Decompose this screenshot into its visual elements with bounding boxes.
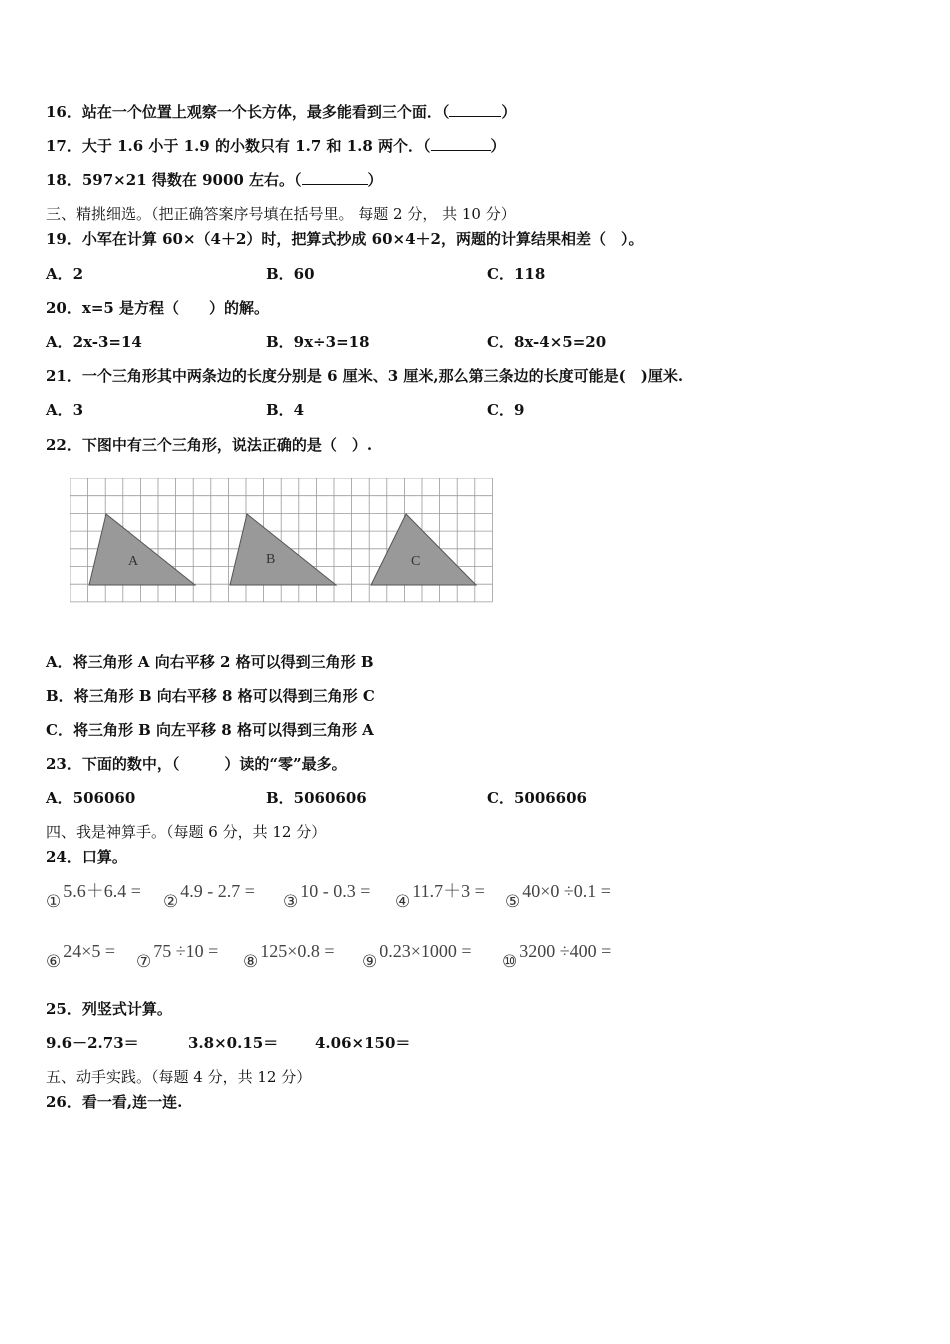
answer-blank[interactable] xyxy=(449,102,501,117)
q21-option-b[interactable]: B．4 xyxy=(266,401,305,419)
triangle-a-label: A xyxy=(128,554,139,569)
triangle-b xyxy=(230,514,336,585)
triangle-b-label: B xyxy=(266,552,276,567)
calc-item-1: ①5.6＋6.4 = xyxy=(46,881,141,911)
vertical-calc-2: 3.8×0.15＝ xyxy=(188,1034,279,1052)
question-22: 22．下图中有三个三角形，说法正确的是（ ）. xyxy=(46,436,373,454)
question-18: 18．597×21 得数在 9000 左右。（ ） xyxy=(46,171,383,189)
q22-option-c[interactable]: C．将三角形 B 向左平移 8 格可以得到三角形 A xyxy=(46,721,374,739)
vertical-calc-3: 4.06×150＝ xyxy=(315,1034,411,1052)
calc-item-9: ⑨0.23×1000 = xyxy=(362,941,472,971)
q23-option-b[interactable]: B．5060606 xyxy=(266,789,367,807)
q21-option-a[interactable]: A．3 xyxy=(46,401,84,419)
question-16: 16．站在一个位置上观察一个长方体，最多能看到三个面．（ ） xyxy=(46,103,517,121)
q23-option-a[interactable]: A．506060 xyxy=(46,789,136,807)
q19-option-a[interactable]: A．2 xyxy=(46,265,84,283)
vertical-calc-1: 9.6－2.73＝ xyxy=(46,1034,139,1052)
calc-item-6: ⑥24×5 = xyxy=(46,941,116,971)
question-17-text: 17．大于 1.6 小于 1.9 的小数只有 1.7 和 1.8 两个．（ xyxy=(46,137,431,155)
q20-option-c[interactable]: C．8x-4×5=20 xyxy=(487,333,607,351)
triangle-grid-figure xyxy=(70,478,496,606)
calc-item-3: ③10 - 0.3 = xyxy=(283,881,371,911)
triangle-a xyxy=(89,514,195,585)
question-19: 19．小军在计算 60×（4＋2）时，把算式抄成 60×4＋2，两题的计算结果相差（ ）。 xyxy=(46,230,644,248)
calc-item-7: ⑦75 ÷10 = xyxy=(136,941,219,971)
q19-option-c[interactable]: C．118 xyxy=(487,265,546,283)
q22-option-b[interactable]: B．将三角形 B 向右平移 8 格可以得到三角形 C xyxy=(46,687,375,705)
calc-item-2: ②4.9 - 2.7 = xyxy=(163,881,255,911)
question-23: 23．下面的数中，（ ）读的“零”最多。 xyxy=(46,755,347,773)
answer-blank[interactable] xyxy=(302,170,368,185)
q20-option-a[interactable]: A．2x-3=14 xyxy=(46,333,142,351)
section-3-heading: 三、精挑细选。（把正确答案序号填在括号里。 每题 2 分， 共 10 分） xyxy=(46,205,516,223)
question-26: 26．看一看,连一连. xyxy=(46,1093,183,1111)
q19-option-b[interactable]: B．60 xyxy=(266,265,315,283)
question-17: 17．大于 1.6 小于 1.9 的小数只有 1.7 和 1.8 两个．（ ） xyxy=(46,137,506,155)
calc-item-4: ④11.7＋3 = xyxy=(395,881,485,911)
section-5-heading: 五、动手实践。（每题 4 分，共 12 分） xyxy=(46,1068,312,1086)
question-21: 21．一个三角形其中两条边的长度分别是 6 厘米、3 厘米,那么第三条边的长度可能是( )厘米. xyxy=(46,367,684,385)
question-18-text: 18．597×21 得数在 9000 左右。（ xyxy=(46,171,302,189)
q20-option-b[interactable]: B．9x÷3=18 xyxy=(266,333,370,351)
q22-option-a[interactable]: A．将三角形 A 向右平移 2 格可以得到三角形 B xyxy=(46,653,374,671)
question-16-text: 16．站在一个位置上观察一个长方体，最多能看到三个面．（ xyxy=(46,103,450,121)
section-4-heading: 四、我是神算手。（每题 6 分，共 12 分） xyxy=(46,823,327,841)
question-20: 20．x=5 是方程（ ）的解。 xyxy=(46,299,270,317)
question-25-title: 25．列竖式计算。 xyxy=(46,1000,172,1018)
answer-blank[interactable] xyxy=(431,136,491,151)
calc-item-8: ⑧125×0.8 = xyxy=(243,941,335,971)
question-24-title: 24．口算。 xyxy=(46,848,127,866)
triangle-c-label: C xyxy=(411,554,421,569)
q23-option-c[interactable]: C．5006606 xyxy=(487,789,587,807)
calc-item-5: ⑤40×0 ÷0.1 = xyxy=(505,881,611,911)
q21-option-c[interactable]: C．9 xyxy=(487,401,525,419)
calc-item-10: ⑩3200 ÷400 = xyxy=(502,941,612,971)
